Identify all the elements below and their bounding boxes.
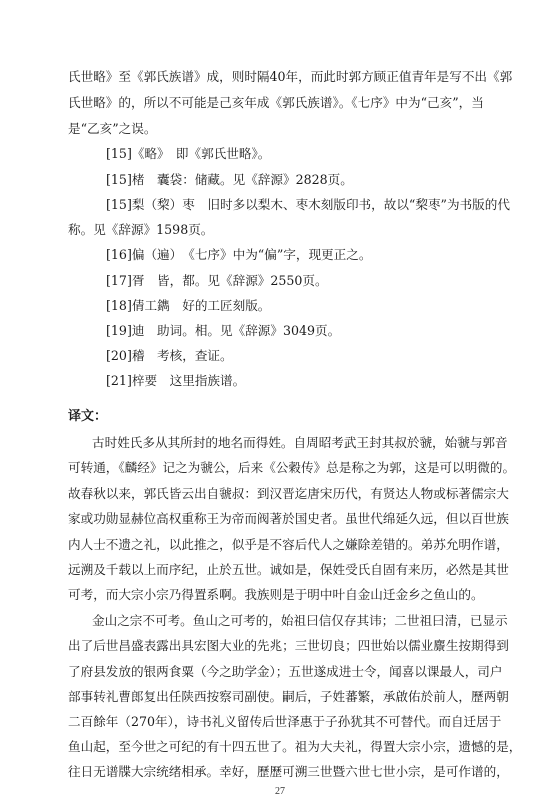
translation-line: 内人士不遗之礼，以此推之，似乎是不容后代人之嫌除差错的。弟苏允明作谱， (68, 537, 509, 552)
translation-line: 了府县发放的银两食粟（今之助学金）；五世遂成进士令，闻喜以课最人，司户 (68, 664, 503, 679)
note-line: [15]楮 囊袋：储藏。见《辞源》2828页。 (106, 172, 353, 187)
translation-line: 往日无谱牒大宗统绪相承。幸好，歷歷可溯三世暨六世七世小宗，是可作谱的， (68, 764, 509, 779)
translation-line: 可考，而大宗小宗乃得置系啊。我族则是于明中叶自金山迁金乡之鱼山的。 (68, 587, 484, 602)
note-line: [15]《略》 即《郭氏世略》。 (106, 146, 271, 161)
continuation-line-1: 氏世略》至《郭氏族谱》成，则时隔40年，而此时郭方顾正值青年是写不出《郭 (68, 69, 513, 84)
continuation-line-3: 是“乙亥”之误。 (68, 121, 157, 136)
note-line: 称。见《辞源》1598页。 (68, 222, 214, 237)
translation-line: 家或功勋显赫位高权重称王为帝而阀著於国史者。虽世代绵延久远，但以百世族 (68, 511, 509, 526)
note-line: [16]偏（遍） 《七序》中为“偏”字，现更正之。 (106, 247, 372, 262)
note-line: [19]迪 助词。相。见《辞源》3049页。 (106, 323, 341, 338)
continuation-line-2: 氏世略》的，所以不可能是己亥年成《郭氏族谱》。《七序》中为“己亥”，当 (68, 95, 484, 110)
note-line: [17]胥 皆，都。见《辞源》2550页。 (106, 273, 328, 288)
translation-line: 金山之宗不可考。鱼山之可考的，始祖曰信仅存其讳；二世祖曰清，已显示 (92, 613, 508, 628)
translation-line: 部事转礼曹郎复出任陕西按察司副使。嗣后，子姓蕃繁，承啟佑於前人，歷两朝 (68, 689, 509, 704)
translation-heading: 译文： (68, 409, 108, 424)
page-number: 27 (275, 786, 285, 797)
translation-line: 故春秋以来，郭氏皆云出自虢叔：到汉晋迄唐宋历代，有贤达人物或标著儒宗大 (68, 486, 509, 501)
note-line: [21]梓要 这里指族谱。 (106, 373, 246, 388)
translation-line: 鱼山起，至今世之可纪的有十四五世了。祖为大夫礼，得置大宗小宗，遗憾的是， (68, 739, 522, 754)
translation-line: 二百餘年（270年），诗书礼义留传后世泽惠于子孙犹其不可替代。而自迁居于 (68, 714, 502, 729)
note-line: [18]倩工鐫 好的工匠刻版。 (106, 298, 271, 313)
translation-line: 出了后世昌盛表露出具宏图大业的先兆；三世切良；四世始以儒业麖生按期得到 (68, 638, 509, 653)
note-line: [20]稽 考核，查证。 (106, 348, 233, 363)
translation-line: 远溯及千载以上而序纪，止於五世。诚如是，保姓受氏自固有来历，必然是其世 (68, 562, 509, 577)
note-line: [15]梨（棃）枣 旧时多以梨木、枣木刻版印书，故以“棃枣”为书版的代 (106, 197, 510, 212)
translation-line: 可转通，《麟经》记之为虢公，后来《公穀传》总是称之为郭，这是可以明微的。 (68, 460, 516, 475)
translation-line: 古时姓氏多从其所封的地名而得姓。自周昭考武王封其叔於虢，始虢与郭音 (92, 435, 508, 450)
